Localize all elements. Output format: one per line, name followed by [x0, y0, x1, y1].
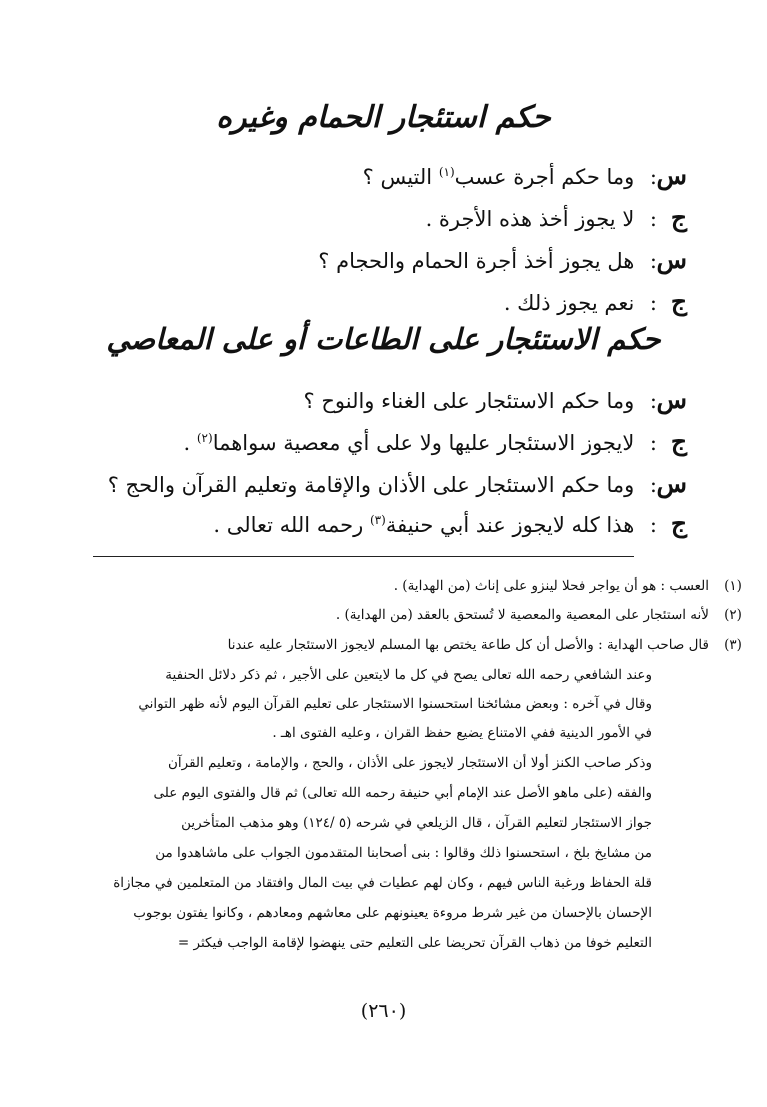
footnote — [90, 601, 742, 629]
footnote-line: جواز الاستئجار لتعليم القرآن ، قال الزيلعي في شرحه (٥ /١٢٤) وهو مذهب المتأخرين — [181, 815, 652, 831]
footnote — [90, 631, 742, 659]
qa-line-answer — [40, 200, 687, 236]
qa-line-question — [40, 158, 687, 194]
footnote-text: العسب : هو أن يواجر فحلا لينزو على إناث (من الهداية) . — [393, 578, 709, 594]
colon-separator: : — [649, 389, 657, 413]
footnote-ref: (١) — [438, 165, 455, 179]
footnote-line: من مشايخ بلخ ، استحسنوا ذلك وقالوا : بنى أصحابنا المتقدمون الجواب على ماشاهدوا من — [155, 845, 652, 861]
section-heading-rental-bath: حكم استئجار الحمام وغيره — [216, 100, 551, 135]
question-marker: س — [656, 385, 687, 414]
answer-marker: ج — [670, 203, 687, 232]
footnote-divider — [93, 556, 634, 557]
question-text: وما حكم الاستئجار على الأذان والإقامة وتعليم القرآن والحج ؟ — [107, 473, 635, 497]
qa-line-answer — [40, 506, 687, 542]
colon-separator: : — [649, 165, 657, 189]
footnote-number: (٣) — [724, 637, 742, 653]
colon-separator: : — [649, 291, 657, 315]
answer-text: هذا كله لايجوز عند أبي حنيفة — [385, 513, 635, 537]
answer-text: نعم يجوز ذلك . — [503, 291, 635, 315]
footnote-line: في الأمور الدينية ففي الامتناع يضيع حفظ القران ، وعليه الفتوى اهـ . — [272, 725, 652, 741]
question-text: هل يجوز أخذ أجرة الحمام والحجام ؟ — [318, 249, 635, 273]
answer-text: لا يجوز أخذ هذه الأجرة . — [425, 207, 635, 231]
colon-separator: : — [649, 473, 657, 497]
footnote-line: وقال في آخره : وبعض مشائخنا استحسنوا الاستئجار على تعليم القرآن اليوم لأنه ظهر التواني — [138, 696, 652, 712]
qa-line-answer — [40, 284, 687, 320]
footnote-text: قال صاحب الهداية : والأصل أن كل طاعة يختص بها المسلم لايجوز الاستئجار عليه عندنا — [227, 637, 709, 653]
footnote-line: وذكر صاحب الكنز أولا أن الاستئجار لايجوز على الأذان ، والحج ، والإمامة ، وتعليم القرآن — [167, 755, 652, 771]
question-text-end: التيس ؟ — [362, 165, 439, 189]
footnote-number: (١) — [724, 578, 742, 594]
footnote-line: التعليم خوفا من ذهاب القرآن تحريضا على التعليم حتى ينهضوا لإقامة الواجب فيكثر = — [177, 935, 652, 951]
qa-line-question — [40, 382, 687, 418]
answer-text-end: رحمه الله تعالى . — [213, 513, 370, 537]
footnote-number: (٢) — [724, 607, 742, 623]
question-text: وما حكم أجرة عسب — [454, 165, 635, 189]
footnote-line: والفقه (على ماهو الأصل عند الإمام أبي حنيفة رحمه الله تعالى) ثم قال والفتوى اليوم على — [153, 785, 652, 801]
question-marker: س — [656, 161, 687, 190]
answer-marker: ج — [670, 427, 687, 456]
qa-line-question — [40, 242, 687, 278]
colon-separator: : — [649, 249, 657, 273]
colon-separator: : — [649, 207, 657, 231]
question-marker: س — [656, 245, 687, 274]
page-number: (٢٦٠) — [360, 1000, 407, 1022]
footnote-line: الإحسان بالإحسان من غير شرط مروءة يعينونهم على معاشهم ومعادهم ، وكانوا يفتون بوجوب — [133, 905, 652, 921]
footnote-ref: (٣) — [369, 513, 386, 527]
answer-marker: ج — [670, 287, 687, 316]
qa-line-answer — [40, 424, 687, 460]
colon-separator: : — [649, 513, 657, 537]
footnote-line: قلة الحفاظ ورغبة الناس فيهم ، وكان لهم عطيات في بيت المال وافتقاد من المتعلمين في مجازاة — [113, 875, 652, 891]
qa-line-question — [40, 466, 687, 502]
footnote-line: وعند الشافعي رحمه الله تعالى يصح في كل ما لايتعين على الأجير ، ثم ذكر دلائل الحنفية — [165, 667, 652, 683]
footnote-ref: (٢) — [196, 431, 213, 445]
colon-separator: : — [649, 431, 657, 455]
answer-text: لايجوز الاستئجار عليها ولا على أي معصية سواهما — [212, 431, 635, 455]
footnote — [90, 572, 742, 600]
answer-marker: ج — [670, 509, 687, 538]
answer-text-end: . — [183, 431, 197, 455]
section-heading-hiring-for-deeds: حكم الاستئجار على الطاعات أو على المعاصي — [106, 322, 661, 356]
footnote-text: لأنه استئجار على المعصية والمعصية لا تُستحق بالعقد (من الهداية) . — [335, 607, 709, 623]
question-marker: س — [656, 469, 687, 498]
question-text: وما حكم الاستئجار على الغناء والنوح ؟ — [303, 389, 635, 413]
